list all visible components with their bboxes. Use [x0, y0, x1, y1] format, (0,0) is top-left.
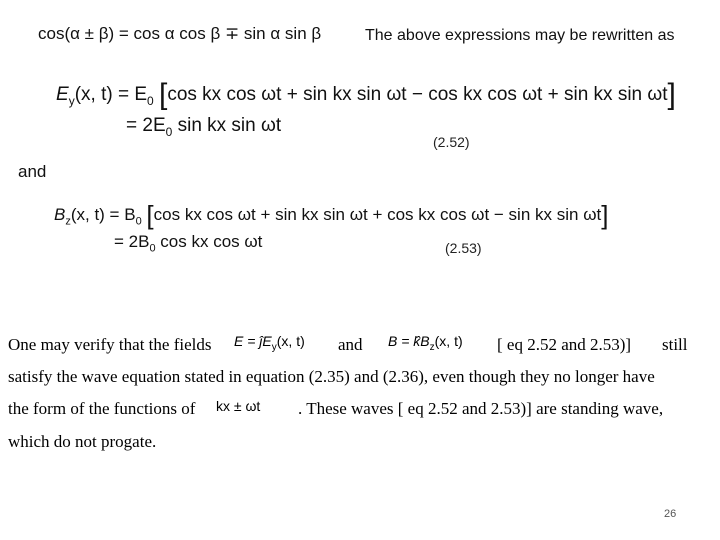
trig-identity: cos(α ± β) = cos α cos β ∓ sin α sin β	[38, 24, 322, 43]
field-e-expression: $E = ĵE_y(x$, t)	[234, 333, 305, 353]
ey-equation-line2: = $2E_0$ sin kx sin ωt	[126, 115, 282, 139]
and-connector: and	[18, 162, 47, 181]
paragraph-line4: which do not progate.	[8, 432, 157, 451]
paragraph-line3-end: . These waves [ eq 2.52 and 2.53)] are standing wave,	[298, 399, 664, 418]
paragraph-still: still	[662, 335, 688, 354]
paragraph-and: and	[338, 335, 363, 354]
equation-reference: [ eq 2.52 and 2.53)]	[497, 335, 632, 354]
paragraph-line3-start: the form of the functions of	[8, 399, 196, 418]
bz-equation-line2: = $2B_0$ cos kx cos ωt	[114, 232, 263, 255]
ey-equation-line1: $E_y(x$, $t) = E_0$ [cos kx cos ωt + sin kx sin ωt − cos kx cos ωt + sin kx sin ωt]	[56, 78, 676, 111]
rewrite-note: The above expressions may be rewritten as	[365, 27, 675, 44]
page-number: 26	[664, 508, 677, 520]
field-b-expression: $B = k̂B_z(x$, t)	[388, 333, 463, 353]
ey-expansion: cos kx cos ωt + sin kx sin ωt − cos kx cos ωt + sin kx sin ωt	[167, 84, 668, 105]
bz-equation-line1: $B_z(x$, $t) = B_0$ [cos kx cos ωt + sin kx sin ωt + cos kx cos ωt − sin kx sin ωt]	[54, 200, 609, 230]
function-form: kx ± ωt	[216, 398, 261, 414]
paragraph-line1-start: One may verify that the fields	[8, 335, 212, 354]
equation-number-253: (2.53)	[445, 240, 482, 256]
paragraph-line2: satisfy the wave equation stated in equation (2.35) and (2.36), even though they no longer have	[8, 367, 655, 386]
equation-number-252: (2.52)	[433, 134, 470, 150]
bz-expansion: cos kx cos ωt + sin kx sin ωt + cos kx cos ωt − sin kx sin ωt	[153, 205, 602, 224]
